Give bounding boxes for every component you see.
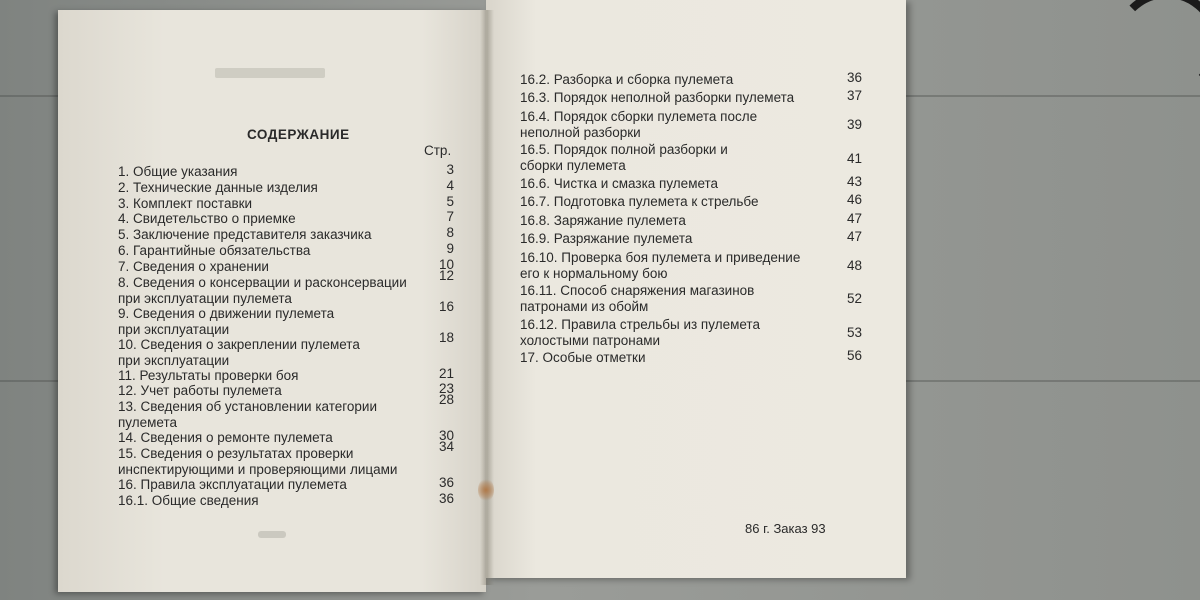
toc-entry-text: 16.11. Способ снаряжения магазинов	[520, 283, 755, 299]
toc-entry-text: 17. Особые отметки	[520, 350, 646, 366]
toc-entry-text: инспектирующими и проверяющими лицами	[118, 462, 398, 477]
toc-entry	[118, 430, 333, 446]
toc-entry-text: 16.1. Общие сведения	[118, 492, 259, 508]
toc-entry	[520, 231, 692, 247]
toc-entry	[118, 493, 259, 509]
toc-page-number: 30	[438, 428, 454, 444]
toc-entry	[520, 176, 718, 192]
toc-page-number: 56	[846, 348, 862, 364]
toc-page-number: 16	[438, 298, 454, 314]
toc-entry	[118, 337, 360, 369]
toc-entry-text: 16.10. Проверка боя пулемета и приведение	[520, 249, 801, 265]
toc-entry-text: при эксплуатации	[118, 352, 230, 368]
toc-entry	[520, 194, 759, 210]
toc-entry-text: 14. Сведения о ремонте пулемета	[118, 430, 333, 446]
page-column-label: Стр.	[424, 143, 452, 158]
toc-entry	[118, 227, 371, 243]
toc-entry	[118, 368, 298, 384]
toc-page-number: 8	[446, 225, 454, 241]
toc-entry-text: при эксплуатации	[118, 321, 230, 337]
toc-entry	[520, 317, 760, 349]
toc-page-number: 37	[846, 88, 862, 104]
toc-page-number: 28	[438, 392, 454, 408]
toc-page-number: 4	[446, 177, 454, 193]
toc-page-number: 5	[446, 193, 454, 209]
toc-entry-text: сборки пулемета	[520, 158, 626, 174]
toc-entry	[520, 250, 800, 282]
toc-page-number: 34	[438, 439, 454, 454]
toc-entry-text: 5. Заключение представителя заказчика	[118, 227, 372, 243]
toc-page-number: 52	[846, 291, 862, 307]
toc-entry-text: 13. Сведения об установлении категории	[118, 399, 377, 415]
toc-page-number: 9	[446, 241, 454, 256]
toc-entry-text: 16.7. Подготовка пулемета к стрельбе	[520, 194, 759, 210]
toc-page-number: 36	[438, 490, 454, 506]
toc-entry-text: неполной разборки	[520, 124, 641, 140]
toc-page-number: 39	[846, 117, 862, 132]
toc-entry	[118, 477, 347, 493]
toc-entry-text: при эксплуатации пулемета	[118, 290, 292, 306]
toc-entry-text: холостыми патронами	[520, 332, 661, 348]
toc-page-number: 3	[446, 162, 454, 177]
toc-entry-text: пулемета	[118, 415, 178, 431]
toc-entry	[520, 213, 686, 229]
toc-entry-text: 2. Технические данные изделия	[118, 179, 318, 195]
toc-page-number: 36	[438, 475, 454, 490]
toc-page-number: 47	[846, 210, 862, 226]
toc-entry-text: 16.4. Порядок сборки пулемета после	[520, 108, 758, 124]
toc-entry	[118, 259, 269, 275]
toc-page-number: 46	[846, 192, 862, 208]
toc-entry	[520, 142, 728, 174]
toc-entry	[118, 383, 282, 399]
print-footer: 86 г. Заказ 93	[745, 521, 826, 536]
toc-entry-text: 6. Гарантийные обязательства	[118, 243, 311, 258]
toc-entry-text: 16.6. Чистка и смазка пулемета	[520, 176, 719, 191]
toc-entry-text: 16.12. Правила стрельбы из пулемета	[520, 316, 760, 332]
toc-page-number: 18	[438, 329, 454, 345]
toc-entry-text: 10. Сведения о закреплении пулемета	[118, 336, 360, 352]
toc-entry	[118, 446, 397, 478]
toc-entry-text: 16.5. Порядок полной разборки и	[520, 142, 728, 158]
toc-page-number: 47	[846, 229, 862, 245]
toc-entry	[520, 109, 757, 141]
toc-entry	[118, 399, 377, 431]
toc-entry	[520, 72, 733, 88]
toc-entry	[118, 211, 296, 227]
toc-entry	[520, 90, 794, 106]
toc-page-number: 21	[438, 365, 454, 381]
toc-entry	[118, 275, 407, 307]
toc-entry-text: 8. Сведения о консервации и расконсервации	[118, 274, 407, 290]
toc-entry-text: его к нормальному бою	[520, 265, 668, 281]
toc-title: СОДЕРЖАНИЕ	[247, 127, 350, 142]
toc-page-number: 36	[846, 70, 862, 85]
toc-entry-text: 16.3. Порядок неполной разборки пулемета	[520, 90, 795, 106]
toc-entry	[118, 180, 318, 196]
toc-entry-text: 16.2. Разборка и сборка пулемета	[520, 72, 734, 87]
toc-entry	[118, 196, 252, 212]
toc-entry-text: 3. Комплект поставки	[118, 195, 253, 211]
toc-page-number: 23	[438, 381, 454, 397]
toc-page-number: 12	[438, 267, 454, 283]
toc-page-number: 43	[846, 174, 862, 189]
toc-entry-text: 7. Сведения о хранении	[118, 258, 269, 274]
toc-entry-text: 1. Общие указания	[118, 164, 238, 179]
toc-entry	[118, 164, 237, 180]
toc-entry-text: 15. Сведения о результатах проверки	[118, 446, 354, 461]
toc-entry	[520, 283, 754, 315]
toc-entry-text: 4. Свидетельство о приемке	[118, 211, 296, 227]
toc-entry	[520, 350, 646, 366]
toc-entry-text: 12. Учет работы пулемета	[118, 383, 282, 399]
toc-page-number: 53	[846, 325, 862, 340]
toc-entry	[118, 243, 310, 259]
toc-page-number: 10	[438, 256, 454, 272]
toc-page-number: 41	[846, 150, 862, 166]
toc-entry-text: 16. Правила эксплуатации пулемета	[118, 477, 347, 492]
toc-entry-text: 16.9. Разряжание пулемета	[520, 231, 693, 247]
toc-entry-text: 11. Результаты проверки боя	[118, 367, 299, 383]
toc-page-number: 48	[846, 257, 862, 273]
toc-entry-text: патронами из обойм	[520, 299, 649, 315]
toc-entry-text: 16.8. Заряжание пулемета	[520, 212, 686, 228]
toc-page-number: 7	[446, 209, 454, 225]
toc-entry-text: 9. Сведения о движении пулемета	[118, 305, 335, 321]
toc-entry	[118, 306, 334, 338]
